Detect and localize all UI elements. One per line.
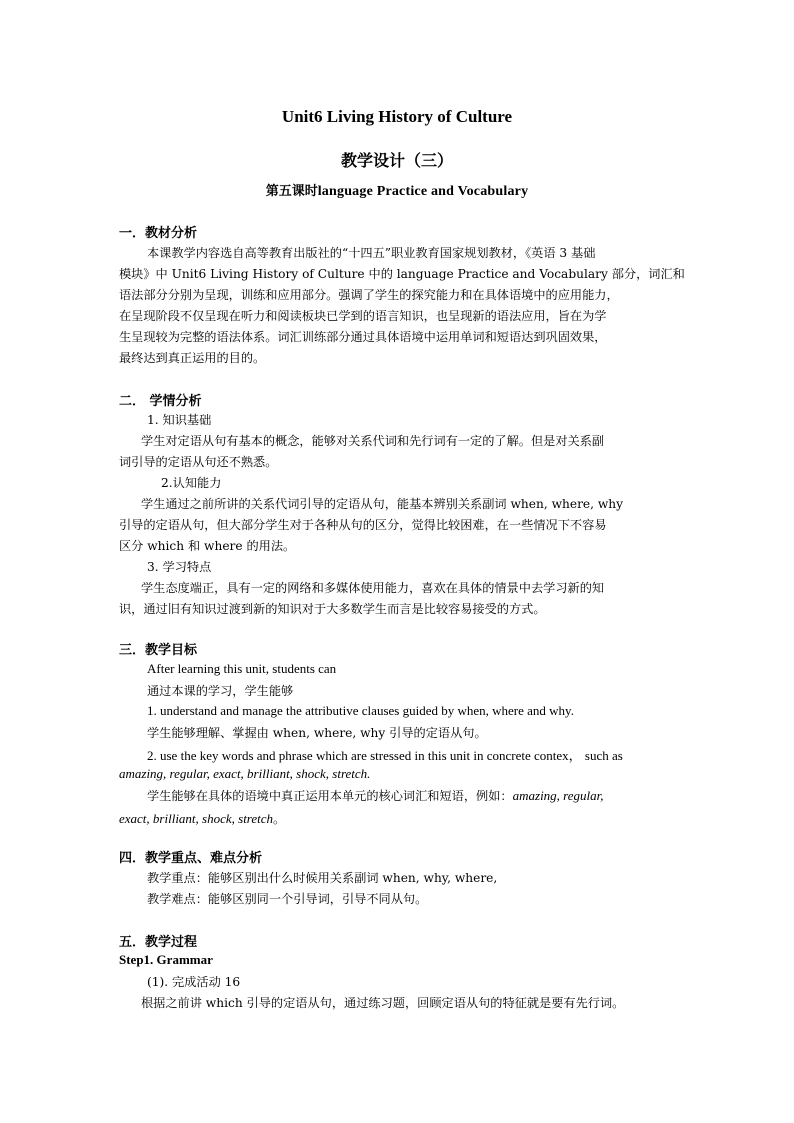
- objective-2-en: 2. use the key words and phrase which are stressed in this unit in concrete contex， such as: [147, 748, 623, 763]
- objective-2-cn: [147, 787, 604, 804]
- section-1-heading: 一．教材分析: [119, 226, 198, 241]
- section-1-line: 本课教学内容选自高等教育出版社的“十四五”职业教育国家规划教材，《英语 3 基础: [147, 246, 596, 260]
- section-2-text: 词引导的定语从句还不熟悉。: [119, 455, 278, 469]
- section-5-heading: 五．教学过程: [119, 935, 198, 950]
- objective-2-cn-words: exact, brilliant, shock, stretch: [119, 811, 274, 826]
- activity-16: (1). 完成活动 16: [147, 975, 241, 989]
- section-2-heading: 二． 学情分析: [119, 394, 202, 409]
- step-1-heading: Step1. Grammar: [119, 952, 213, 967]
- objectives-intro-cn: 通过本课的学习，学生能够: [147, 684, 294, 698]
- objective-2-words: amazing, regular, exact, brilliant, shock, stretch.: [119, 766, 371, 781]
- section-1-line: 语法部分分别为呈现，训练和应用部分。强调了学生的探究能力和在具体语境中的应用能力，: [119, 288, 619, 302]
- lesson-heading: [0, 180, 794, 200]
- section-2-text: 学生态度端正，具有一定的网络和多媒体使用能力，喜欢在具体的情景中去学习新的知: [141, 581, 605, 595]
- activity-description: 根据之前讲 which 引导的定语从句，通过练习题，回顾定语从句的特征就是要有先行词。: [141, 996, 625, 1010]
- section-2-text: 识，通过旧有知识过渡到新的知识对于大多数学生而言是比较容易接受的方式。: [119, 602, 546, 616]
- lesson-cn: 第五课时: [265, 184, 318, 199]
- section-1-line: 生呈现较为完整的语法体系。词汇训练部分通过具体语境中运用单词和短语达到巩固效果，: [119, 330, 607, 344]
- document-title: Unit6 Living History of Culture: [281, 107, 513, 126]
- objective-2-cn-end: 。: [273, 812, 286, 826]
- objective-2-cn-text: 学生能够在具体的语境中真正运用本单元的核心词汇和短语，例如：: [147, 789, 513, 803]
- document-subtitle: 教学设计（三）: [340, 151, 453, 170]
- section-1-line: 最终达到真正运用的目的。: [119, 351, 266, 365]
- objective-1-en: 1. understand and manage the attributive clauses guided by when, where and why.: [147, 703, 574, 718]
- section-4-heading: 四．教学重点、难点分析: [119, 851, 263, 866]
- section-1-line: 模块》中 Unit6 Living History of Culture 中的 language Practice and Vocabulary 部分，词汇和: [119, 267, 685, 281]
- objective-2-cn-words: amazing, regular,: [512, 788, 604, 803]
- key-point: 教学重点：能够区别出什么时候用关系副词 when, why, where,: [147, 871, 498, 885]
- section-2-sub3: 3. 学习特点: [147, 560, 212, 574]
- difficult-point: 教学难点：能够区别同一个引导词，引导不同从句。: [147, 892, 428, 906]
- section-1-line: 在呈现阶段不仅呈现在听力和阅读板块已学到的语言知识，也呈现新的语法应用，旨在为学: [119, 309, 607, 323]
- objectives-intro-en: After learning this unit, students can: [147, 661, 337, 676]
- objective-2-cn-cont: [119, 808, 285, 827]
- section-2-text: 学生通过之前所讲的关系代词引导的定语从句，能基本辨别关系副词 when, where, why: [141, 497, 624, 511]
- section-3-heading: 三．教学目标: [119, 643, 198, 658]
- objective-1-cn: 学生能够理解、掌握由 when, where, why 引导的定语从句。: [147, 726, 487, 740]
- section-2-text: 学生对定语从句有基本的概念，能够对关系代词和先行词有一定的了解。但是对关系副: [141, 434, 605, 448]
- lesson-en: language Practice and Vocabulary: [317, 184, 529, 199]
- section-2-text: 引导的定语从句，但大部分学生对于各种从句的区分，觉得比较困难，在一些情况下不容易: [119, 518, 607, 532]
- section-2-text: 区分 which 和 where 的用法。: [119, 539, 296, 553]
- section-2-sub2: 2.认知能力: [161, 476, 222, 490]
- section-2-sub1: 1. 知识基础: [147, 413, 212, 427]
